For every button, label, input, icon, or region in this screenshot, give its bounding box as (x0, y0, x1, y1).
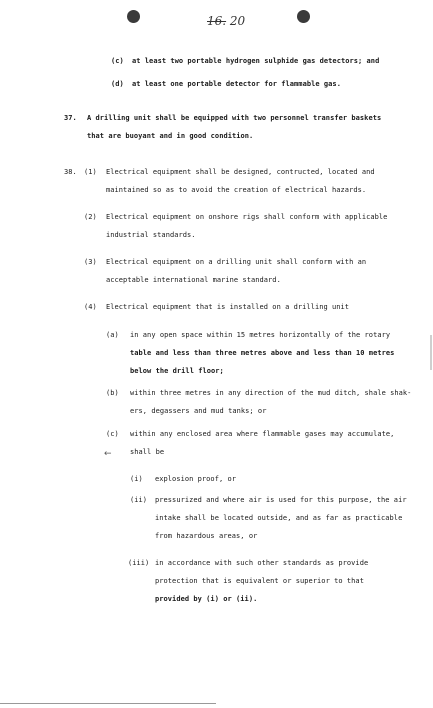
page-number-new: 20 (229, 14, 246, 28)
s38-ii-line3: from hazardous areas, or (155, 532, 258, 540)
s38-shall-be: shall be (130, 448, 165, 456)
punch-hole-left (127, 10, 140, 23)
page-number (207, 14, 245, 28)
s38-p4-label: (4) (84, 303, 97, 311)
s38-a-line3: below the drill floor; (130, 367, 224, 375)
s38-a-line1: in any open space within 15 metres horizontally of the rotary (130, 331, 391, 339)
s38-ii-line1: pressurized and where air is used for this purpose, the air (155, 496, 407, 504)
item-c-label: (c) (111, 57, 124, 65)
s38-p2-line1: Electrical equipment on onshore rigs shall conform with applicable (106, 213, 388, 221)
page-number-struck: 16. (207, 14, 227, 28)
s38-ii-label: (ii) (130, 496, 148, 504)
s38-p4-line1: Electrical equipment that is installed on a drilling unit (106, 303, 350, 311)
s38-iii-line2: protection that is equivalent or superior to that (155, 577, 364, 585)
s38-p1-label: (1) (84, 168, 97, 176)
s38-ii-line2: intake shall be located outside, and as far as practicable (155, 514, 403, 522)
s38-b-label: (b) (106, 389, 119, 397)
s38-p1-line2: maintained so as to avoid the creation of electrical hazards. (106, 186, 367, 194)
s38-p3-label: (3) (84, 258, 97, 266)
s38-a-label: (a) (106, 331, 119, 339)
s38-p3-line1: Electrical equipment on a drilling unit shall conform with an (106, 258, 367, 266)
item-c-text: at least two portable hydrogen sulphide gas detectors; and (132, 57, 380, 65)
section-37-line1: A drilling unit shall be equipped with two personnel transfer baskets (87, 114, 382, 122)
section-38-number: 38. (64, 168, 77, 176)
s38-c-label: (c) (106, 430, 119, 438)
s38-p3-line2: acceptable international marine standard. (106, 276, 281, 284)
scan-edge-mark (430, 335, 432, 370)
punch-hole-right (297, 10, 310, 23)
section-37-line2: that are buoyant and in good condition. (87, 132, 254, 140)
s38-b-line2: ers, degassers and mud tanks; or (130, 407, 267, 415)
handwritten-arrow-icon: ← (104, 449, 112, 459)
s38-i-label: (i) (130, 475, 143, 483)
s38-a-line2: table and less than three metres above and less than 10 metres (130, 349, 395, 357)
s38-p2-label: (2) (84, 213, 97, 221)
s38-b-line1: within three metres in any direction of the mud ditch, shale shak- (130, 389, 412, 397)
s38-p1-line1: Electrical equipment shall be designed, contructed, located and (106, 168, 375, 176)
s38-iii-line1: in accordance with such other standards as provide (155, 559, 369, 567)
s38-p2-line2: industrial standards. (106, 231, 196, 239)
s38-i-text: explosion proof, or (155, 475, 237, 483)
s38-iii-label: (iii) (128, 559, 150, 567)
item-d-text: at least one portable detector for flammable gas. (132, 80, 341, 88)
s38-iii-line3: provided by (i) or (ii). (155, 595, 258, 603)
bottom-scan-line (0, 703, 216, 704)
section-37-number: 37. (64, 114, 77, 122)
item-d-label: (d) (111, 80, 124, 88)
s38-c-line1: within any enclosed area where flammable gases may accumulate, (130, 430, 395, 438)
